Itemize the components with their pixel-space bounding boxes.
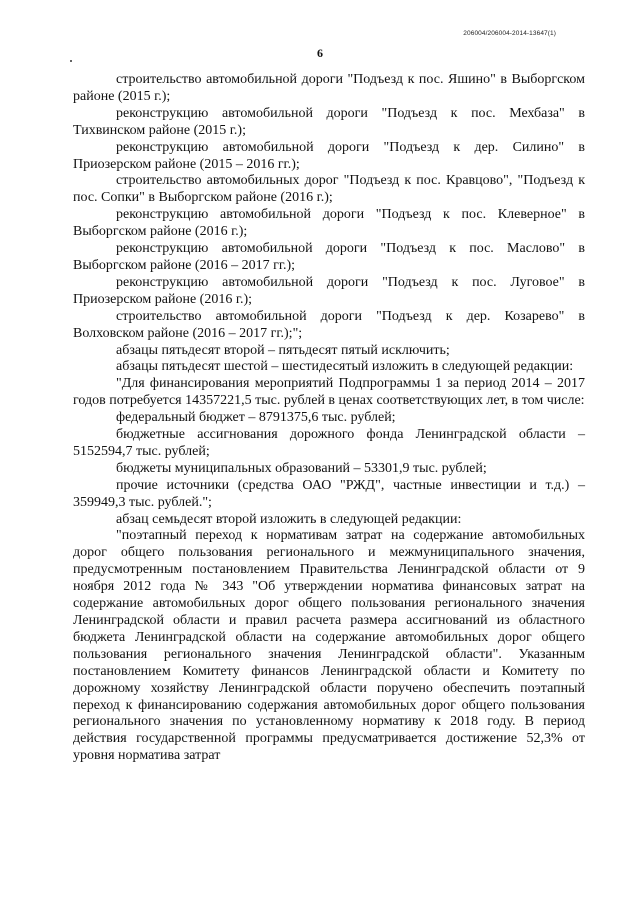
- paragraph: реконструкцию автомобильной дороги "Подъезд к пос. Маслово" в Выборгском районе (2016 – 2017 гг.);: [73, 241, 585, 273]
- paragraph: строительство автомобильной дороги "Подъезд к дер. Козарево" в Волховском районе (2016 – 2017 гг.);";: [73, 308, 585, 341]
- paragraph: реконструкцию автомобильной дороги "Подъезд к пос. Луговое" в Приозерском районе (2016 г.);: [73, 274, 585, 307]
- document-body: [73, 72, 585, 765]
- paragraph: абзацы пятьдесят второй – пятьдесят пятый исключить;: [116, 342, 450, 358]
- paragraph: реконструкцию автомобильной дороги "Подъезд к пос. Клеверное" в Выборгском районе (2016 г.);: [73, 207, 585, 240]
- paragraph: прочие источники (средства ОАО "РЖД", частные инвестиции и т.д.) – 359949,3 тыс. рублей.";: [73, 477, 585, 510]
- paragraph: абзац семьдесят второй изложить в следующей редакции:: [116, 511, 462, 527]
- paragraph: "Для финансирования мероприятий Подпрограммы 1 за период 2014 – 2017 годов потребуется 14357221,5 тыс. рублей в ценах соответствующих лет, в том числе:: [73, 376, 585, 409]
- paragraph: бюджеты муниципальных образований – 53301,9 тыс. рублей;: [116, 460, 487, 476]
- paragraph: реконструкцию автомобильной дороги "Подъезд к пос. Мехбаза" в Тихвинском районе (2015 г.);: [73, 105, 585, 138]
- scan-speck: [70, 60, 72, 62]
- paragraph: строительство автомобильных дорог "Подъезд к пос. Кравцово", "Подъезд к пос. Сопки" в Выборгском районе (2016 г.);: [73, 173, 585, 206]
- paragraph: реконструкцию автомобильной дороги "Подъезд к дер. Силино" в Приозерском районе (2015 – 2016 гг.);: [73, 139, 585, 172]
- paragraph: строительство автомобильной дороги "Подъезд к пос. Яшино" в Выборгском районе (2015 г.);: [73, 72, 585, 104]
- paragraph: федеральный бюджет – 8791375,6 тыс. рублей;: [116, 410, 396, 426]
- paragraph: бюджетные ассигнования дорожного фонда Ленинградской области – 5152594,7 тыс. рублей;: [73, 427, 585, 459]
- paragraph: "поэтапный переход к нормативам затрат на содержание автомобильных дорог общего пользования регионального и межмуниципального значения, предусмотренным постановлением Правительства Ленинградской области от 9 ноября 2012 года № 343 "Об утверждении норматива финансовых затрат на содержание автомобильных дорог общего пользования регионального значения Ленинградской области и правил расчета размера ассигнований из областного бюджета Ленинградской области на содержание автомобильных дорог общего пользования регионального значения Ленинградской области". Указанным постановлением Комитету финансов Ленинградской области и Комитету по дорожному хозяйству Ленинградской области поручено обеспечить поэтапный переход к финансированию содержания автомобильных дорог общего пользования регионального значения по установленному нормативу к 2018 году. В период действия государственной программы предусматривается достижение 52,3% от уровня норматива затрат: [73, 528, 585, 764]
- paragraph: абзацы пятьдесят шестой – шестидесятый изложить в следующей редакции:: [116, 359, 574, 375]
- page-number: 6: [317, 46, 323, 60]
- document-id: 206004/206004-2014-13647(1): [463, 30, 556, 37]
